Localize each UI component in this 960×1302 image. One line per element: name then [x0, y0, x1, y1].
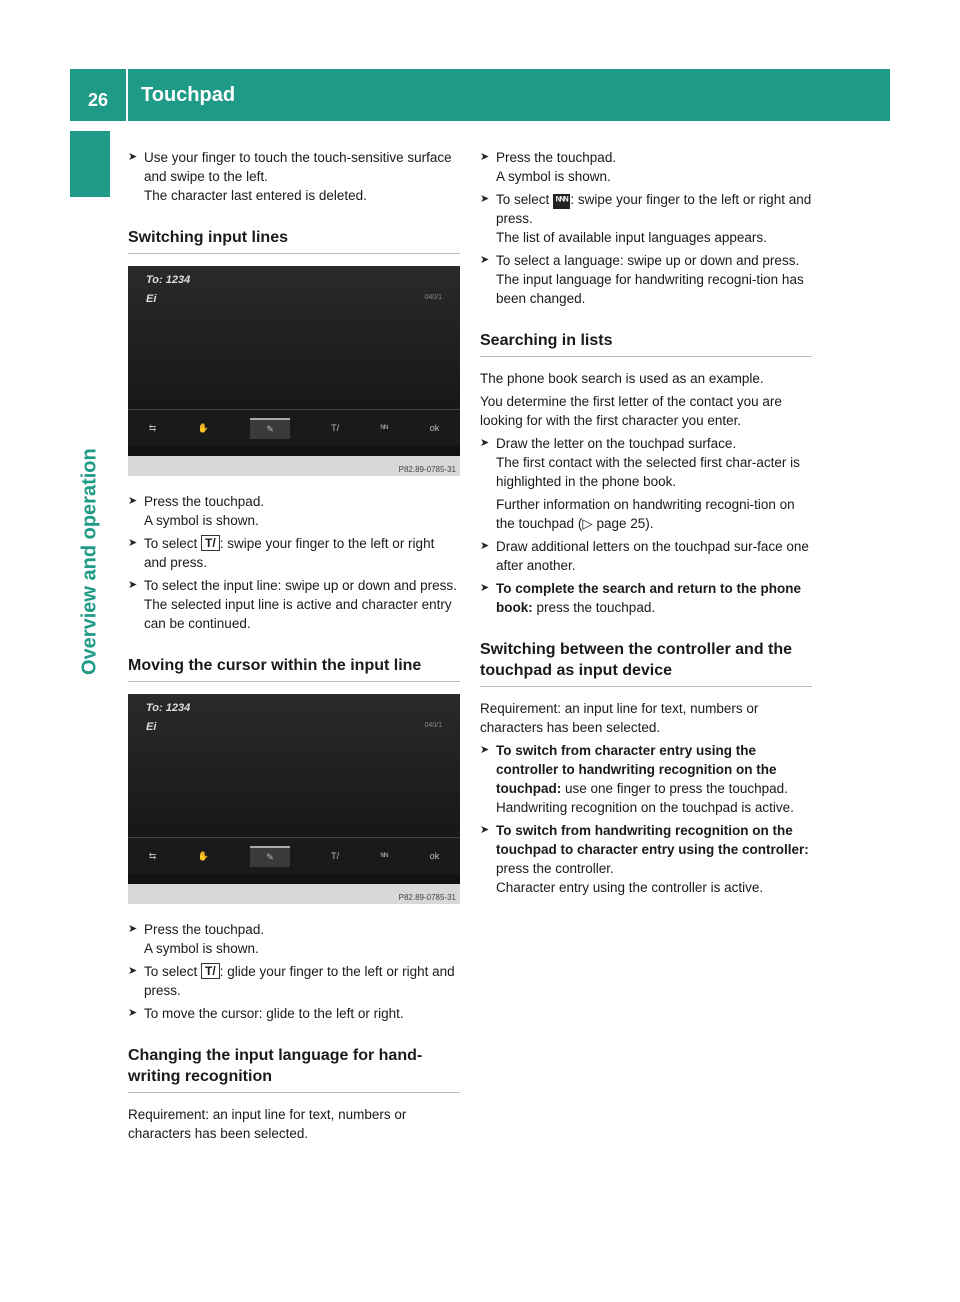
list-item: ➤ To select T/ : glide your finger to the left or right and press. — [128, 964, 455, 998]
paragraph: Requirement: an input line for text, numbers or characters has been selected. — [128, 1107, 407, 1141]
section-heading: Switching input lines — [128, 227, 460, 254]
list-item: ➤ To switch from character entry using the controller to handwriting recognition on the touchpad: use one finger to press the touchpad. Handwriting recognition on the touchpad is active. — [480, 743, 794, 815]
screen-toolbar: ⇆ ✋ ✎ T/ ᴺᴺ ok — [128, 409, 460, 446]
input-line-symbol-icon: T/ — [201, 963, 220, 979]
arrow-icon: ➤ — [480, 744, 490, 756]
page-number: 26 — [87, 90, 109, 110]
list-item: ➤ Press the touchpad. A symbol is shown. — [480, 150, 617, 184]
figure-code: P82.89-0785-31 — [398, 465, 456, 474]
arrow-icon: ➤ — [480, 151, 490, 163]
arrow-icon: ➤ — [128, 151, 138, 163]
cross-reference[interactable]: Further information on handwriting recogni-tion on the touchpad (▷ page 25). — [496, 497, 795, 531]
list-item: ➤ To switch from handwriting recognition on the touchpad to character entry using the controller: press the controller. Character entry using the controller is active. — [480, 823, 809, 895]
list-item: ➤ Draw the letter on the touchpad surface. The first contact with the selected first char-acter is highlighted in the phone book. Further information on handwriting recogni-tion on the touchpad (▷ page 25). — [480, 434, 812, 533]
arrow-icon: ➤ — [480, 193, 490, 205]
paragraph: Requirement: an input line for text, numbers or characters has been selected. — [480, 701, 759, 735]
arrow-icon: ➤ — [128, 495, 138, 507]
list-item: ➤ To select the input line: swipe up or down and press. The selected input line is active and character entry can be continued. — [128, 578, 457, 631]
arrow-icon: ➤ — [480, 824, 490, 836]
arrow-icon: ➤ — [128, 965, 138, 977]
header-divider — [126, 69, 128, 121]
section-heading: Searching in lists — [480, 330, 812, 357]
screenshot-figure: To: 1234 Ei 040/1 ⇆ ✋ ✎ T/ ᴺᴺ ok P82.89-0785-31 — [128, 266, 460, 476]
list-item: ➤ Use your finger to touch the touch-sensitive surface and swipe to the left. The character last entered is deleted. — [128, 150, 452, 203]
screen-toolbar: ⇆ ✋ ✎ T/ ᴺᴺ ok — [128, 837, 460, 874]
paragraph: The phone book search is used as an example. — [480, 371, 764, 386]
sidebar-block — [70, 131, 110, 197]
arrow-icon: ➤ — [128, 923, 138, 935]
arrow-icon: ➤ — [480, 540, 490, 552]
paragraph: You determine the first letter of the contact you are looking for with the first character you enter. — [480, 394, 782, 428]
language-symbol-icon: ᴺᴺᴺ — [553, 194, 570, 209]
section-heading: Moving the cursor within the input line — [128, 655, 460, 682]
section-heading: Changing the input language for hand-writing recognition — [128, 1045, 460, 1093]
list-item: ➤ To select T/ : swipe your finger to the left or right and press. — [128, 536, 435, 570]
arrow-icon: ➤ — [480, 582, 490, 594]
arrow-icon: ➤ — [480, 437, 490, 449]
sidebar-label — [70, 205, 110, 675]
arrow-icon: ➤ — [128, 537, 138, 549]
list-item: ➤ To select a language: swipe up or down and press. The input language for handwriting recogni-tion has been changed. — [480, 253, 804, 306]
list-item: ➤ To complete the search and return to the phone book: press the touchpad. — [480, 581, 802, 615]
left-column — [128, 148, 460, 1147]
figure-code: P82.89-0785-31 — [398, 893, 456, 902]
list-item: ➤ Press the touchpad. A symbol is shown. — [128, 922, 265, 956]
list-item: ➤ Draw additional letters on the touchpad sur-face one after another. — [480, 539, 809, 573]
arrow-icon: ➤ — [128, 579, 138, 591]
sidebar-label-text: Overview and operation — [78, 448, 101, 675]
section-heading: Switching between the controller and the touchpad as input device — [480, 639, 812, 687]
arrow-icon: ➤ — [480, 254, 490, 266]
list-item: ➤ To select ᴺᴺᴺ : swipe your finger to the left or right and press. The list of available input languages appears. — [480, 192, 812, 245]
right-column — [480, 148, 812, 901]
arrow-icon: ➤ — [128, 1007, 138, 1019]
list-item: ➤ To move the cursor: glide to the left or right. — [128, 1006, 404, 1021]
screenshot-figure: To: 1234 Ei 040/1 ⇆ ✋ ✎ T/ ᴺᴺ ok P82.89-0785-31 — [128, 694, 460, 904]
page-title: Touchpad — [141, 84, 236, 106]
input-line-symbol-icon: T/ — [201, 535, 220, 551]
list-item: ➤ Press the touchpad. A symbol is shown. — [128, 494, 265, 528]
